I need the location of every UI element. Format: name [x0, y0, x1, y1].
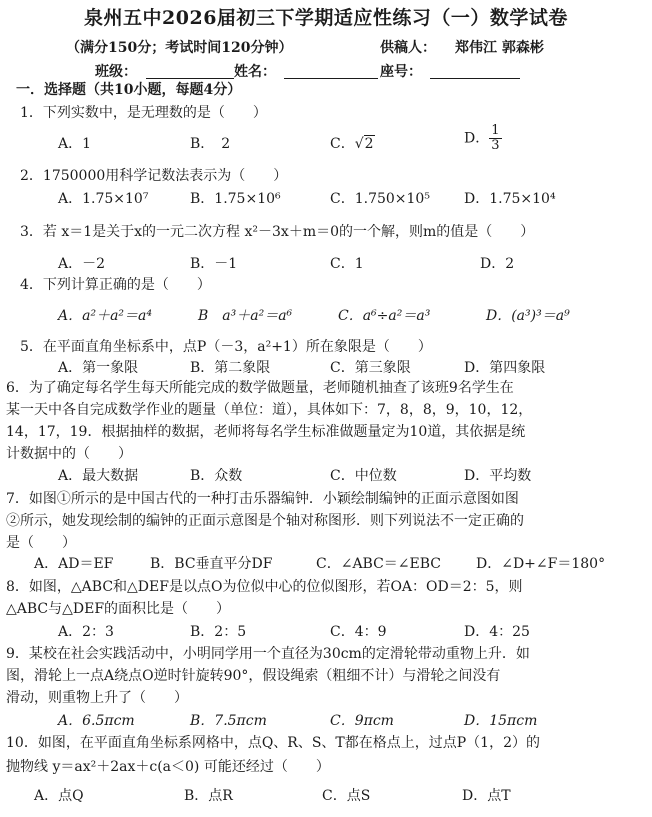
question-stem-line: 7．如图①所示的是中国古代的一种打击乐器编钟．小颖绘制编钟的正面示意图如图	[6, 491, 519, 507]
option-label: C．	[330, 136, 355, 152]
question-stem-line: 14，17，19．根据抽样的数据，老师将每名学生标准做题量定为10道，其依据是统	[6, 424, 526, 440]
option-d[interactable]: D．点T	[462, 788, 511, 804]
option-d[interactable]: D．1.75×10⁴	[464, 191, 556, 207]
option-c[interactable]: C．4：9	[330, 624, 387, 640]
option-d[interactable]: D．(a³)³＝a⁹	[486, 308, 570, 324]
option-a[interactable]: A．AD＝EF	[34, 556, 114, 572]
option-d[interactable]: D．∠D+∠F＝180°	[476, 556, 606, 572]
option-b[interactable]: B．第二象限	[190, 360, 271, 376]
option-b[interactable]: B．1.75×10⁶	[190, 191, 281, 207]
option-c[interactable]: C．中位数	[330, 468, 397, 484]
option-b[interactable]: B．众数	[190, 468, 243, 484]
option-a[interactable]: A．6.5πcm	[58, 713, 135, 729]
question-stem-line: 10．如图，在平面直角坐标系网格中，点Q、R、S、T都在格点上，过点P（1，2）的	[6, 735, 540, 751]
option-c[interactable]: C．∠ABC＝∠EBC	[316, 556, 442, 572]
option-a[interactable]: A．第一象限	[58, 360, 139, 376]
exam-info: （满分150分；考试时间120分钟）	[66, 40, 293, 56]
seat-blank[interactable]	[430, 64, 520, 79]
option-c[interactable]: C．点S	[322, 788, 371, 804]
option-a[interactable]: A．点Q	[34, 788, 84, 804]
question-stem-line: 6．为了确定每名学生每天所能完成的数学做题量，老师随机抽查了该班9名学生在	[6, 380, 514, 396]
name-label: 姓名：	[234, 64, 276, 80]
page-title: 泉州五中2026届初三下学期适应性练习（一）数学试卷	[84, 7, 568, 29]
question-stem-line: 是（ ）	[6, 535, 76, 551]
option-a[interactable]: A．2：3	[58, 624, 114, 640]
question-stem-line: 滑动，则重物上升了（ ）	[6, 690, 188, 706]
option-d[interactable]: D．平均数	[464, 468, 532, 484]
question-stem-line: 某一天中各自完成数学作业的题量（单位：道），具体如下：7，8，8，9，10，12，	[6, 402, 533, 418]
option-c[interactable]: C．a⁶÷a²＝a³	[338, 308, 431, 324]
option-d[interactable]	[464, 124, 502, 164]
option-b[interactable]: B．7.5πcm	[190, 713, 267, 729]
class-label: 班级：	[95, 64, 137, 80]
numerator: 1	[491, 123, 500, 138]
question-stem-line: 8．如图，△ABC和△DEF是以点O为位似中心的位似图形，若OA：OD＝2：5，则	[6, 579, 523, 595]
option-b[interactable]: B．2：5	[190, 624, 247, 640]
denominator: 3	[491, 138, 500, 153]
question-stem-line: ②所示，她发现绘制的编钟的正面示意图是个轴对称图形．则下列说法不一定正确的	[6, 513, 524, 529]
question-stem-line: 图，滑轮上一点A绕点O逆时针旋转90°，假设绳索（粗细不计）与滑轮之间没有	[6, 668, 501, 684]
option-c[interactable]: C．9πcm	[330, 713, 394, 729]
option-a[interactable]: A．a²＋a²＝a⁴	[58, 308, 152, 324]
question-stem-line: 抛物线 y＝ax²＋2ax＋c(a＜0) 可能还经过（ ）	[6, 759, 330, 775]
question-stem: 4．下列计算正确的是（ ）	[20, 277, 211, 293]
seat-label: 座号：	[380, 64, 422, 80]
question-stem: 3．若 x＝1是关于x的一元二次方程 x²－3x＋m＝0的一个解，则m的值是（ ）	[20, 224, 535, 240]
option-b[interactable]: B．－1	[190, 256, 238, 272]
option-a[interactable]: A．最大数据	[58, 468, 139, 484]
question-stem-line: 计数据中的（ ）	[6, 446, 132, 462]
question-stem-line: △ABC与△DEF的面积比是（ ）	[6, 601, 231, 617]
name-blank[interactable]	[284, 64, 378, 79]
option-d[interactable]: D．15πcm	[464, 713, 538, 729]
sqrt-radicand: 2	[364, 136, 374, 152]
question-stem: 1．下列实数中，是无理数的是（ ）	[20, 105, 267, 121]
option-b[interactable]: B． 2	[190, 136, 231, 152]
question-stem: 5．在平面直角坐标系中，点P（－3，a²+1）所在象限是（ ）	[20, 339, 432, 355]
provider-label: 供稿人：	[380, 40, 436, 56]
option-d[interactable]: D．第四象限	[464, 360, 546, 376]
sqrt-expression: √2	[354, 136, 374, 152]
option-c[interactable]: C．1	[330, 256, 364, 272]
section-heading: 一．选择题（共10小题，每题4分）	[16, 82, 242, 98]
option-c[interactable]	[330, 134, 375, 154]
option-a[interactable]: A．1.75×10⁷	[58, 191, 149, 207]
option-b[interactable]: B．点R	[184, 788, 233, 804]
option-c[interactable]: C．第三象限	[330, 360, 411, 376]
question-stem-line: 9．某校在社会实践活动中，小明同学用一个直径为30cm的定滑轮带动重物上升．如	[6, 646, 530, 662]
option-d[interactable]: D．2	[480, 256, 515, 272]
provider-names: 郑伟江 郭森彬	[455, 40, 544, 56]
option-c[interactable]: C．1.750×10⁵	[330, 191, 430, 207]
question-stem: 2．1750000用科学记数法表示为（ ）	[20, 168, 288, 184]
fraction	[489, 124, 501, 153]
option-b[interactable]: B．BC垂直平分DF	[150, 556, 273, 572]
option-b[interactable]: B a³＋a²＝a⁶	[198, 308, 293, 324]
option-a[interactable]: A．－2	[58, 256, 106, 272]
class-blank[interactable]	[146, 64, 234, 79]
option-label: D．	[464, 130, 490, 147]
option-a[interactable]: A．1	[58, 136, 92, 152]
option-d[interactable]: D．4：25	[464, 624, 530, 640]
